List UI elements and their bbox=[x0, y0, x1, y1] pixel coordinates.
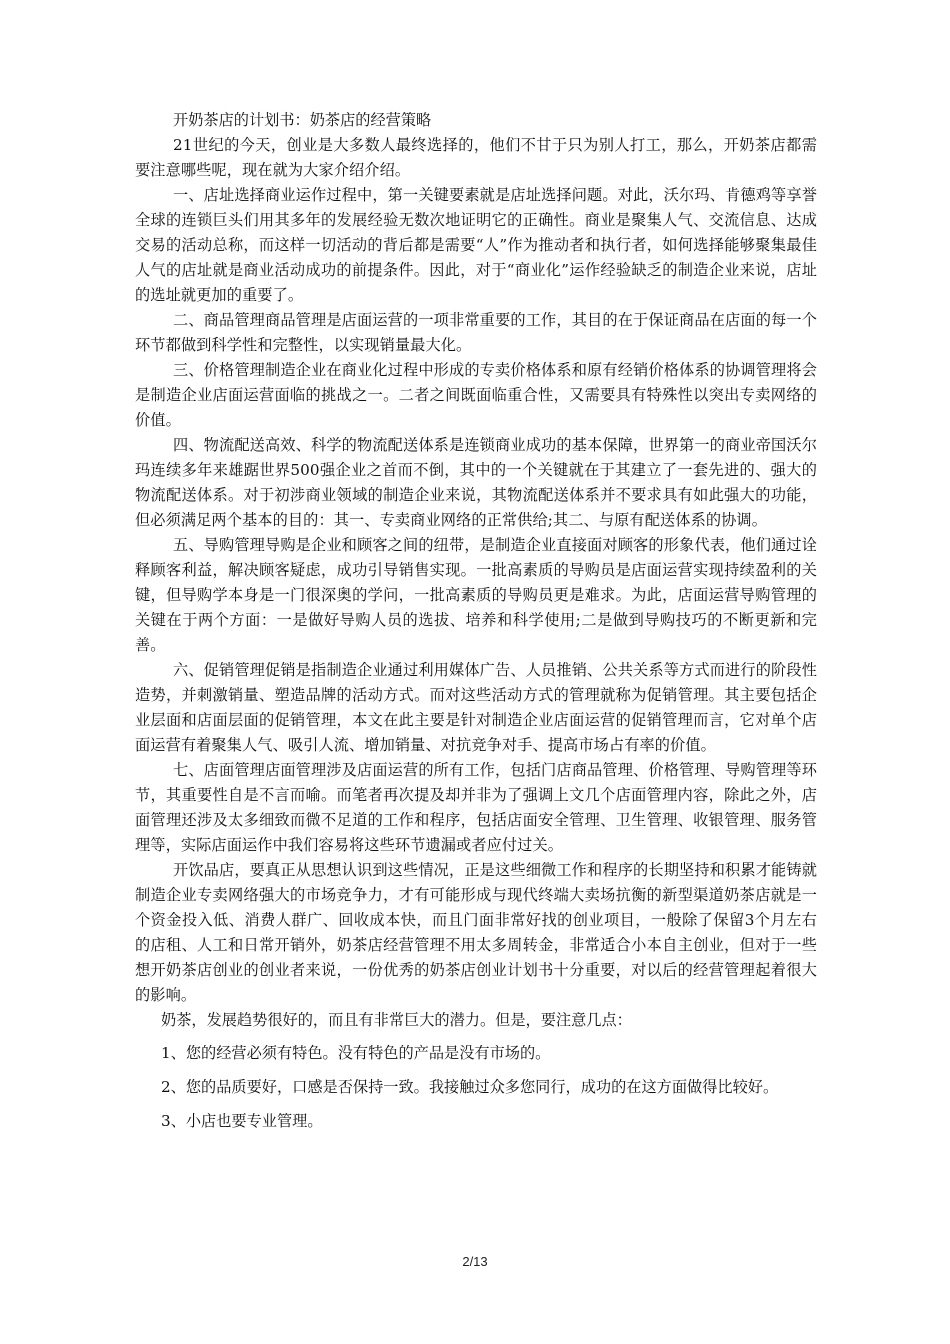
paragraph-price-management: 三、价格管理制造企业在商业化过程中形成的专卖价格体系和原有经销价格体系的协调管理将会是制造企业店面运营面临的挑战之一。二者之间既面临重合性，又需要具有特殊性以突出专卖网络的价值。 bbox=[135, 361, 817, 429]
paragraph-site-selection: 一、店址选择商业运作过程中，第一关键要素就是店址选择问题。对此，沃尔玛、肯德鸡等享誉全球的连锁巨头们用其多年的发展经验无数次地证明它的正确性。商业是聚集人气、交流信息、达成交易的活动总称，而这样一切活动的背后都是需要“人”作为推动者和执行者，如何选择能够聚集最佳人气的店址就是商业活动成功的前提条件。因此，对于“商业化”运作经验缺乏的制造企业来说，店址的选址就更加的重要了。 bbox=[135, 186, 817, 304]
paragraph-product-management: 二、商品管理商品管理是店面运营的一项非常重要的工作，其目的在于保证商品在店面的每一个环节都做到科学性和完整性，以实现销量最大化。 bbox=[135, 311, 817, 354]
page-number: 2/13 bbox=[462, 1254, 488, 1269]
paragraph-intro: 21世纪的今天，创业是大多数人最终选择的，他们不甘于只为别人打工，那么，开奶茶店都需要注意哪些呢，现在就为大家介绍介绍。 bbox=[135, 136, 817, 179]
paragraph-logistics: 四、物流配送高效、科学的物流配送体系是连锁商业成功的基本保障，世界第一的商业帝国沃尔玛连续多年来雄踞世界500强企业之首而不倒，其中的一个关键就在于其建立了一套先进的、强大的物流配送体系。对于初涉商业领域的制造企业来说，其物流配送体系并不要求具有如此强大的功能，但必须满足两个基本的目的：其一、专卖商业网络的正常供给;其二、与原有配送体系的协调。 bbox=[135, 436, 817, 529]
paragraph-promotion: 六、促销管理促销是指制造企业通过利用媒体广告、人员推销、公共关系等方式而进行的阶段性造势，并刺激销量、塑造品牌的活动方式。而对这些活动方式的管理就称为促销管理。其主要包括企业层面和店面层面的促销管理，本文在此主要是针对制造企业店面运营的促销管理而言，它对单个店面运营有着聚集人气、吸引人流、增加销量、对抗竞争对手、提高市场占有率的价值。 bbox=[135, 661, 817, 754]
point-item-2: 2、您的品质要好，口感是否保持一致。我接触过众多您同行，成功的在这方面做得比较好。 bbox=[161, 1078, 779, 1096]
paragraph-store-management: 七、店面管理店面管理涉及店面运营的所有工作，包括门店商品管理、价格管理、导购管理等环节，其重要性自是不言而喻。而笔者再次提及却并非为了强调上文几个店面管理内容，除此之外，店面管理还涉及太多细致而微不足道的工作和程序，包括店面安全管理、卫生管理、收银管理、服务管理等，实际店面运作中我们容易将这些环节遗漏或者应付过关。 bbox=[135, 761, 817, 854]
document-body bbox=[135, 108, 817, 1134]
paragraph-beverage-store: 开饮品店，要真正从思想认识到这些情况，正是这些细微工作和程序的长期坚持和积累才能铸就制造企业专卖网络强大的市场竞争力，才有可能形成与现代终端大卖场抗衡的新型渠道奶茶店就是一个资金投入低、消费人群广、回收成本快，而且门面非常好找的创业项目，一般除了保留3个月左右的店租、人工和日常开销外，奶茶店经营管理不用太多周转金，非常适合小本自主创业，但对于一些想开奶茶店创业的创业者来说，一份优秀的奶茶店创业计划书十分重要，对以后的经营管理起着很大的影响。 bbox=[135, 861, 817, 1004]
point-item-1: 1、您的经营必须有特色。没有特色的产品是没有市场的。 bbox=[161, 1044, 551, 1062]
point-item-3: 3、小店也要专业管理。 bbox=[161, 1112, 323, 1130]
closing-intro: 奶茶，发展趋势很好的，而且有非常巨大的潜力。但是，要注意几点： bbox=[161, 1011, 632, 1029]
paragraph-sales-guide: 五、导购管理导购是企业和顾客之间的纽带，是制造企业直接面对顾客的形象代表，他们通过诠释顾客利益，解决顾客疑虑，成功引导销售实现。一批高素质的导购员是店面运营实现持续盈利的关键，但导购学本身是一门很深奥的学问，一批高素质的导购员更是难求。为此，店面运营导购管理的关键在于两个方面：一是做好导购人员的选拔、培养和科学使用;二是做到导购技巧的不断更新和完善。 bbox=[135, 536, 817, 654]
document-title: 开奶茶店的计划书：奶茶店的经营策略 bbox=[173, 111, 432, 129]
